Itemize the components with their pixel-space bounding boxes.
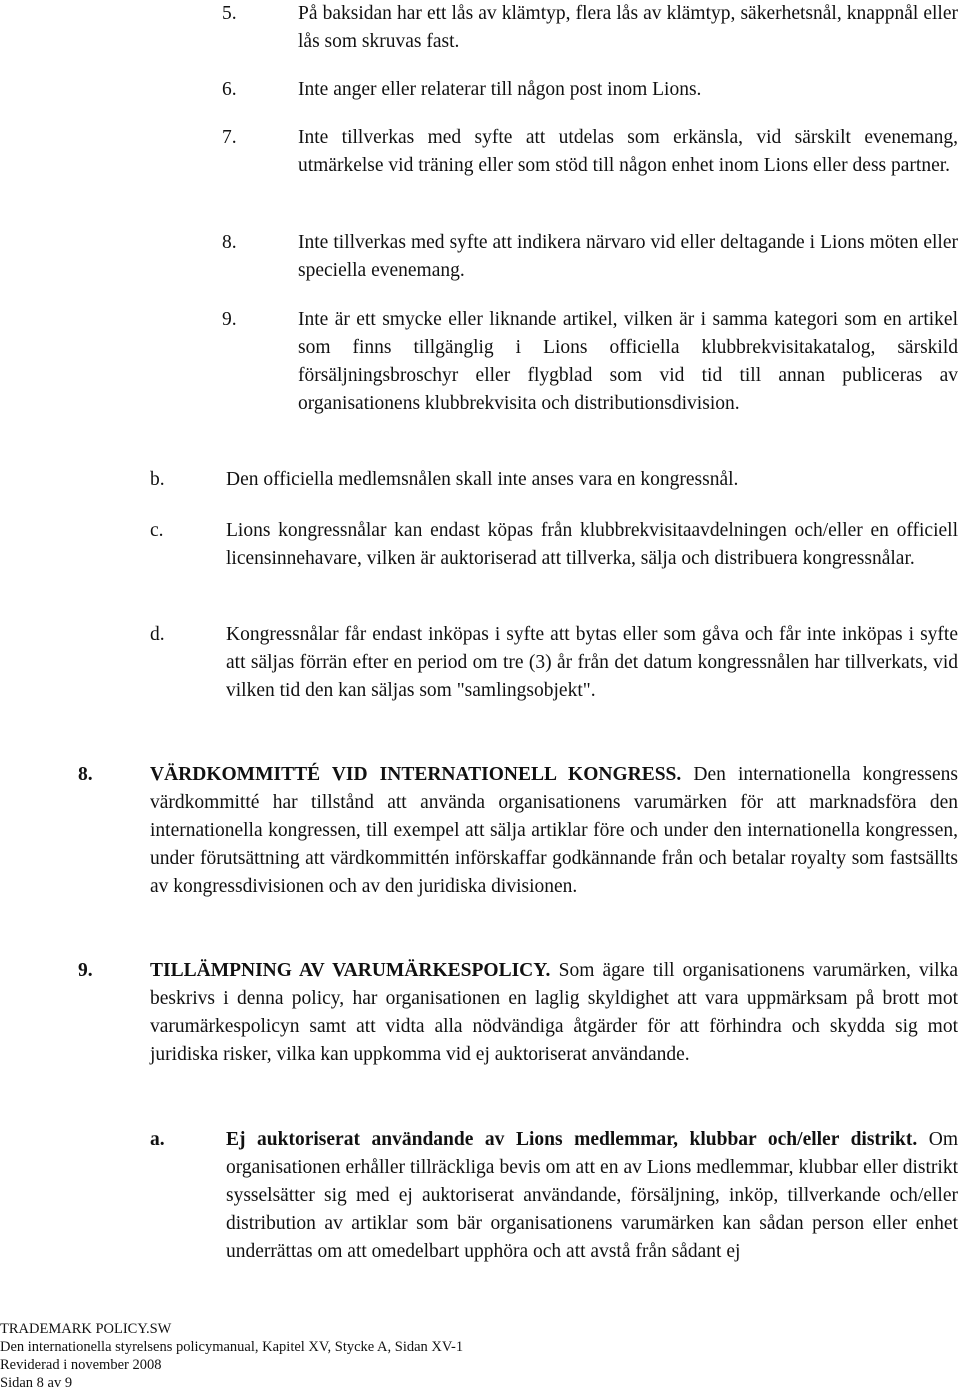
subitem-letter: b.	[150, 469, 165, 490]
list-text: Inte är ett smycke eller liknande artikel, vilken är i samma kategori som en artikel som finns tillgänglig i Lions officiella klubbrekvisitakatalog, särskild försäljningsbroschyr eller flygblad som vid tid till annan publiceras av organisationens klubbrekvisita och distributionsdivision.	[298, 309, 958, 414]
section-heading: TILLÄMPNING AV VARUMÄRKESPOLICY.	[150, 960, 551, 981]
subitem-body	[226, 1126, 958, 1266]
subitem-b	[150, 466, 958, 494]
section-8	[78, 761, 958, 901]
list-item-5	[222, 0, 958, 56]
section-body	[150, 761, 958, 901]
section-text: Den internationella kongressens värdkommitté har tillstånd att använda organisationens varumärken för att marknadsföra den internationella kongressen, till exempel att sälja artiklar före och under den internationella kongressen, under förutsättning att värdkommittén införskaffar godkännande från och betalar royalty som fastsällts av kongressdivisionen och av den juridiska divisionen.	[150, 764, 958, 897]
section-number: 8.	[78, 764, 93, 785]
footer-file-name: TRADEMARK POLICY.SW	[0, 1321, 172, 1337]
list-item-6	[222, 76, 958, 104]
footer-manual-reference: Den internationella styrelsens policymanual, Kapitel XV, Stycke A, Sidan XV-1	[0, 1339, 464, 1355]
list-item-7	[222, 124, 958, 180]
subitem-text: Om organisationen erhåller tillräckliga bevis om att en av Lions medlemmar, klubbar eller distrikt sysselsätter sig med ej auktoriserat användande, försäljning, inköp, tillverkande och/eller distribution av artiklar som bär organisationens varumärken kan sådan person eller enhet underrättas om att omedelbart upphöra och att avstå från sådant ej	[226, 1129, 959, 1262]
list-text: Inte tillverkas med syfte att indikera närvaro vid eller deltagande i Lions möten eller speciella evenemang.	[298, 232, 958, 281]
subitem-letter: a.	[150, 1129, 165, 1150]
list-number: 8.	[222, 232, 237, 253]
list-text: Inte anger eller relaterar till någon post inom Lions.	[298, 79, 702, 100]
list-number: 6.	[222, 79, 237, 100]
section-body	[150, 957, 958, 1069]
section-9	[78, 957, 958, 1069]
subitem-text: Lions kongressnålar kan endast köpas från klubbrekvisitaavdelningen och/eller en officiell licensinnehavare, vilken är auktoriserad att tillverka, sälja och distribuera kongressnålar.	[226, 520, 958, 569]
section-text: Som ägare till organisationens varumärken, vilka beskrivs i denna policy, har organisationen en laglig skyldighet att vara uppmärksam på brott mot varumärkespolicyn samt att vidta alla nödvändiga åtgärder för att förhindra och skydda sig mot juridiska risker, vilka kan uppkomma vid ej auktoriserat användande.	[150, 960, 959, 1065]
subitem-heading: Ej auktoriserat användande av Lions medlemmar, klubbar och/eller distrikt.	[226, 1129, 918, 1150]
subitem-text: Kongressnålar får endast inköpas i syfte att bytas eller som gåva och får inte inköpas i syfte att säljas förrän efter en period om tre (3) år från det datum kongressnålen har tillverkats, vid vilken tid den kan säljas som "samlingsobjekt".	[226, 624, 958, 701]
section-heading: VÄRDKOMMITTÉ VID INTERNATIONELL KONGRESS.	[150, 764, 682, 785]
subitem-text: Den officiella medlemsnålen skall inte anses vara en kongressnål.	[226, 469, 739, 490]
subitem-c	[150, 517, 958, 573]
list-number: 5.	[222, 3, 237, 24]
subitem-a	[150, 1126, 958, 1266]
subitem-letter: c.	[150, 520, 164, 541]
page-footer	[0, 1320, 463, 1392]
list-number: 7.	[222, 127, 237, 148]
list-item-8	[222, 229, 958, 285]
section-number: 9.	[78, 960, 93, 981]
subitem-d	[150, 621, 958, 705]
list-item-9	[222, 306, 958, 418]
subitem-letter: d.	[150, 624, 165, 645]
list-number: 9.	[222, 309, 237, 330]
footer-revision-date: Reviderad i november 2008	[0, 1357, 162, 1373]
list-text: Inte tillverkas med syfte att utdelas som erkänsla, vid särskilt evenemang, utmärkelse vid träning eller som stöd till någon enhet inom Lions eller dess partner.	[298, 127, 958, 176]
footer-page-number: Sidan 8 av 9	[0, 1375, 73, 1391]
list-text: På baksidan har ett lås av klämtyp, flera lås av klämtyp, säkerhetsnål, knappnål eller lås som skruvas fast.	[298, 3, 958, 52]
